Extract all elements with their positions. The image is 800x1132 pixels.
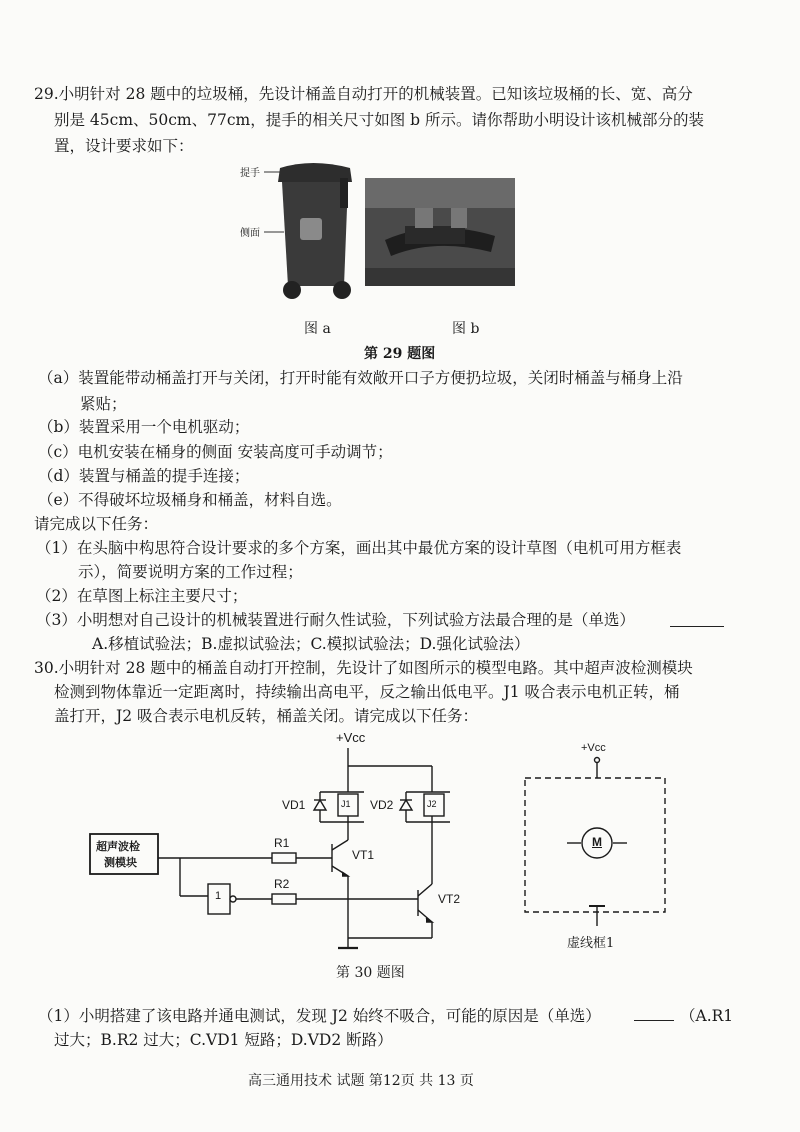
q29-task1-line1: （1）在头脑中构思符合设计要求的多个方案，画出其中最优方案的设计草图（电机可用方框表 [36,539,682,557]
page-footer: 高三通用技术 试题 第12页 共 13 页 [248,1073,474,1089]
circuit-vd1-label: VD1 [282,798,306,812]
dashed-box-1 [515,740,675,955]
circuit-module-label-2: 测模块 [104,857,137,869]
q29-task3-answer-blank[interactable] [670,626,724,627]
figure-a-caption: 图 a [304,321,331,337]
q30-line2: 检测到物体靠近一定距离时，持续输出高电平，反之输出低电平。J1 吸合表示电机正转，桶 [54,683,680,701]
q29-line2: 别是 45cm、50cm、77cm，提手的相关尺寸如图 b 所示。请你帮助小明设计该机械部分的装 [54,111,705,129]
q29-figure-caption: 第 29 题图 [364,346,436,362]
circuit-j2-label: J2 [427,799,437,809]
q29-req-a-line2: 紧贴； [80,395,127,413]
q29-task2: （2）在草图上标注主要尺寸； [36,587,248,605]
q29-req-a-line1: （a）装置能带动桶盖打开与关闭，打开时能有效敞开口子方便扔垃圾，关闭时桶盖与桶身上沿 [38,369,683,387]
circuit-vt2-label: VT2 [438,892,461,906]
motor-label: M [592,835,602,849]
circuit-module-label-1: 超声波检 [96,841,140,853]
q29-req-c: （c）电机安装在桶身的侧面 安装高度可手动调节； [38,443,393,461]
figure-b-handle-photo [365,178,515,286]
q29-line3: 置，设计要求如下： [54,137,194,155]
circuit-vt1-label: VT1 [352,848,375,862]
q30-sub1-answer-blank[interactable] [634,1020,674,1021]
circuit-j1-label: J1 [341,799,351,809]
circuit-inverter-label: 1 [215,890,222,902]
q30-figure-caption: 第 30 题图 [336,965,405,981]
q29-line1: 29.小明针对 28 题中的垃圾桶，先设计桶盖自动打开的机械装置。已知该垃圾桶的长、宽、高分 [34,85,693,103]
circuit-vd2-label: VD2 [370,798,394,812]
figure-b-caption: 图 b [452,321,480,337]
dashed-box-vcc-label: +Vcc [581,742,606,754]
q30-line3: 盖打开，J2 吸合表示电机反转，桶盖关闭。请完成以下任务： [54,707,479,725]
q30-line1: 30.小明针对 28 题中的桶盖自动打开控制，先设计了如图所示的模型电路。其中超声波检测模块 [34,659,693,677]
q29-task3-options: A.移植试验法；B.虚拟试验法；C.模拟试验法；D.强化试验法） [92,635,530,653]
figure-a-trash-bin [240,156,360,306]
q29-tasks-intro: 请完成以下任务： [34,515,159,533]
q30-sub1-line2: 过大；B.R2 过大；C.VD1 短路；D.VD2 断路） [54,1031,393,1049]
q30-sub1-line1: （1）小明搭建了该电路并通电测试，发现 J2 始终不吸合，可能的原因是（单选） [38,1007,601,1025]
dashed-box-label: 虚线框1 [567,936,615,951]
q29-task1-line2: 示），简要说明方案的工作过程； [78,563,303,581]
q29-task3: （3）小明想对自己设计的机械装置进行耐久性试验，下列试验方法最合理的是（单选） [36,611,635,629]
circuit-vcc-label: +Vcc [336,730,366,745]
circuit-r1-label: R1 [274,836,290,850]
figure-a-label-side: 侧面 [240,228,260,239]
circuit-r2-label: R2 [274,877,290,891]
q30-sub1-option-a: （A.R1 [680,1007,734,1025]
q29-req-b: （b）装置采用一个电机驱动； [38,418,250,436]
q29-req-e: （e）不得破坏垃圾桶身和桶盖，材料自选。 [38,491,342,509]
figure-a-label-handle: 提手 [240,168,260,179]
q29-req-d: （d）装置与桶盖的提手连接； [38,467,250,485]
q30-circuit-diagram [80,726,500,956]
